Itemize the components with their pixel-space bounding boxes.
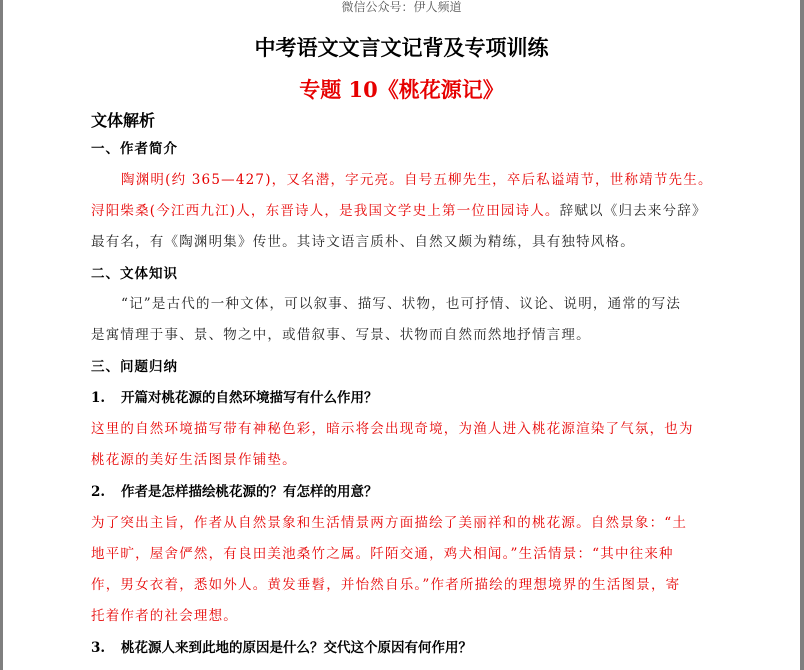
answer-2-line-2: 地平旷，屋舍俨然，有良田美池桑竹之属。阡陌交通，鸡犬相闻。”生活情景：“其中往来种 <box>91 546 674 562</box>
author-line-2-black: 辞赋以《归去来兮辞》 <box>559 203 707 219</box>
question-3-number: 3. <box>91 640 106 656</box>
answer-2-line-3: 作，男女衣着，悉如外人。黄发垂髫，并怡然自乐。”作者所描绘的理想境界的生活图景，寄 <box>91 577 681 593</box>
author-heading: 一、作者简介 <box>91 141 178 157</box>
section-heading: 文体解析 <box>91 111 156 130</box>
document-subtitle: 专题 10《桃花源记》 <box>299 77 504 102</box>
author-line-1: 陶渊明(约 365—427)，又名潜，字元亮。自号五柳先生，卒后私谥靖节，世称靖节先生。 <box>121 172 713 188</box>
watermark: 微信公众号：伊人频道 <box>341 0 462 14</box>
issues-heading: 三、问题归纳 <box>91 359 178 375</box>
genre-line-1: “记”是古代的一种文体，可以叙事、描写、状物，也可抒情、议论、说明，通常的写法 <box>121 296 682 312</box>
genre-line-2: 是寓情理于事、景、物之中，或借叙事、写景、状物而自然而然地抒情言理。 <box>91 327 591 343</box>
answer-1-line-1: 这里的自然环境描写带有神秘色彩，暗示将会出现奇境，为渔人进入桃花源渲染了气氛，也为 <box>91 421 694 437</box>
document-page <box>3 0 800 670</box>
question-2-text: 作者是怎样描绘桃花源的？有怎样的用意？ <box>121 484 378 500</box>
question-1 <box>91 386 378 406</box>
question-1-text: 开篇对桃花源的自然环境描写有什么作用？ <box>121 390 378 406</box>
question-2 <box>91 480 378 500</box>
question-2-number: 2. <box>91 484 106 500</box>
answer-2-line-1: 为了突出主旨，作者从自然景象和生活情景两方面描绘了美丽祥和的桃花源。自然景象：“土 <box>91 515 688 531</box>
author-line-2 <box>91 199 707 219</box>
author-line-3: 最有名，有《陶渊明集》传世。其诗文语言质朴、自然又颇为精练，具有独特风格。 <box>91 234 635 250</box>
document-title: 中考语文文言文记背及专项训练 <box>254 35 549 60</box>
author-line-2-red: 浔阳柴桑(今江西九江)人，东晋诗人，是我国文学史上第一位田园诗人。 <box>91 203 560 219</box>
answer-2-line-4: 托着作者的社会理想。 <box>91 608 238 624</box>
genre-heading: 二、文体知识 <box>91 266 178 282</box>
question-1-number: 1. <box>91 390 106 406</box>
question-3-text: 桃花源人来到此地的原因是什么？交代这个原因有何作用？ <box>121 640 472 656</box>
question-3 <box>91 636 472 656</box>
answer-1-line-2: 桃花源的美好生活图景作铺垫。 <box>91 452 297 468</box>
